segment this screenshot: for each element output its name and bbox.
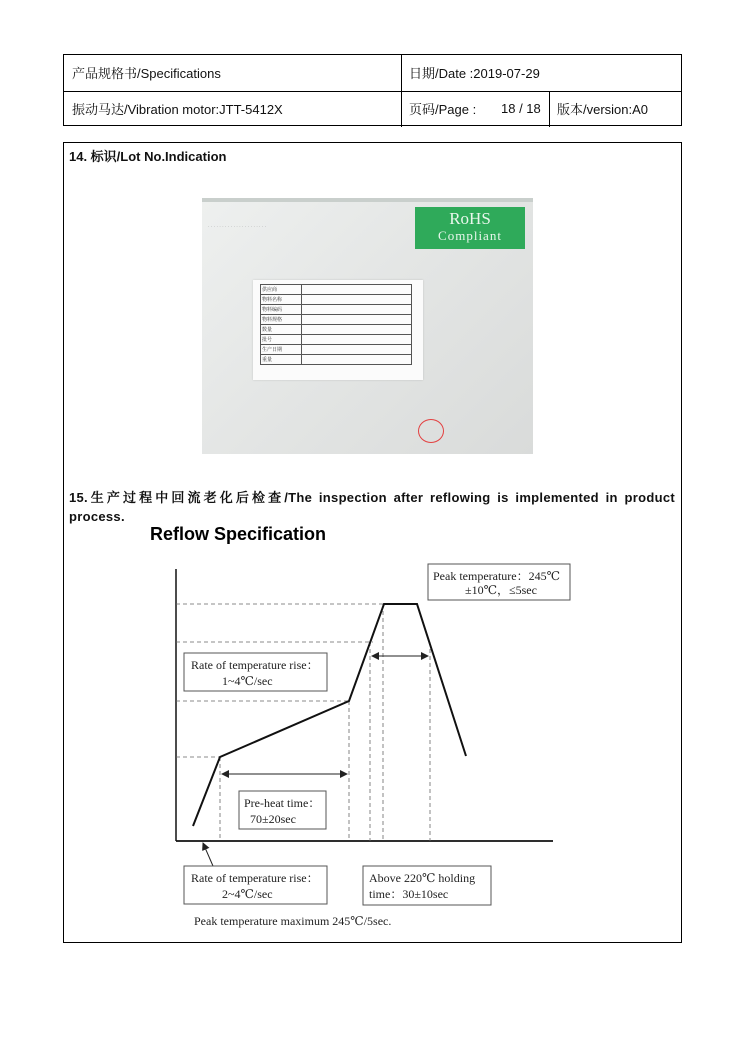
rise2-value: 2~4℃/sec bbox=[222, 887, 273, 901]
spec-title: 产品规格书/Specifications bbox=[72, 66, 221, 81]
preheat-value: 70±20sec bbox=[250, 812, 296, 826]
rise2-pointer-arrow bbox=[203, 843, 213, 866]
label-row: 供应商 bbox=[261, 285, 302, 295]
peak-temp-text: Peak temperature：245℃ bbox=[433, 569, 561, 583]
label-row: 重量 bbox=[261, 355, 302, 365]
date-field: 日期/Date :2019-07-29 bbox=[409, 66, 540, 81]
preheat-text: Pre-heat time： bbox=[244, 796, 321, 810]
label-row: 生产日期 bbox=[261, 345, 302, 355]
holding-value: time：30±10sec bbox=[369, 887, 449, 901]
product-name: 振动马达/Vibration motor:JTT-5412X bbox=[72, 102, 283, 117]
rohs-text: RoHS bbox=[449, 209, 491, 228]
rise1-value: 1~4℃/sec bbox=[222, 674, 273, 688]
label-row: 数量 bbox=[261, 325, 302, 335]
holding-text: Above 220℃ holding bbox=[369, 871, 476, 885]
photo-fine-print: · · · · · · · · · · · · · · · · · · · · · bbox=[208, 224, 267, 229]
section-14-heading: 14. 标识/Lot No.Indication bbox=[69, 149, 227, 164]
rise2-text: Rate of temperature rise： bbox=[191, 871, 319, 885]
label-row: 物料编码 bbox=[261, 305, 302, 315]
label-row: 批号 bbox=[261, 335, 302, 345]
rise1-text: Rate of temperature rise： bbox=[191, 658, 319, 672]
peak-temp-tolerance: ±10℃，≤5sec bbox=[465, 583, 537, 597]
section-15-heading: 15.生产过程中回流老化后检查/The inspection after reflowing is implemented in product process. bbox=[69, 490, 675, 524]
label-row: 物料规格 bbox=[261, 315, 302, 325]
temperature-profile-line bbox=[193, 604, 466, 826]
page-label: 页码/Page : bbox=[409, 102, 477, 117]
compliant-text: Compliant bbox=[438, 228, 502, 243]
label-row: 物料名称 bbox=[261, 295, 302, 305]
version-field: 版本/version:A0 bbox=[557, 102, 649, 117]
reflow-spec-title: Reflow Specification bbox=[150, 524, 327, 544]
page-number: 18 / 18 bbox=[501, 101, 541, 116]
peak-max-note: Peak temperature maximum 245℃/5sec. bbox=[194, 914, 392, 928]
